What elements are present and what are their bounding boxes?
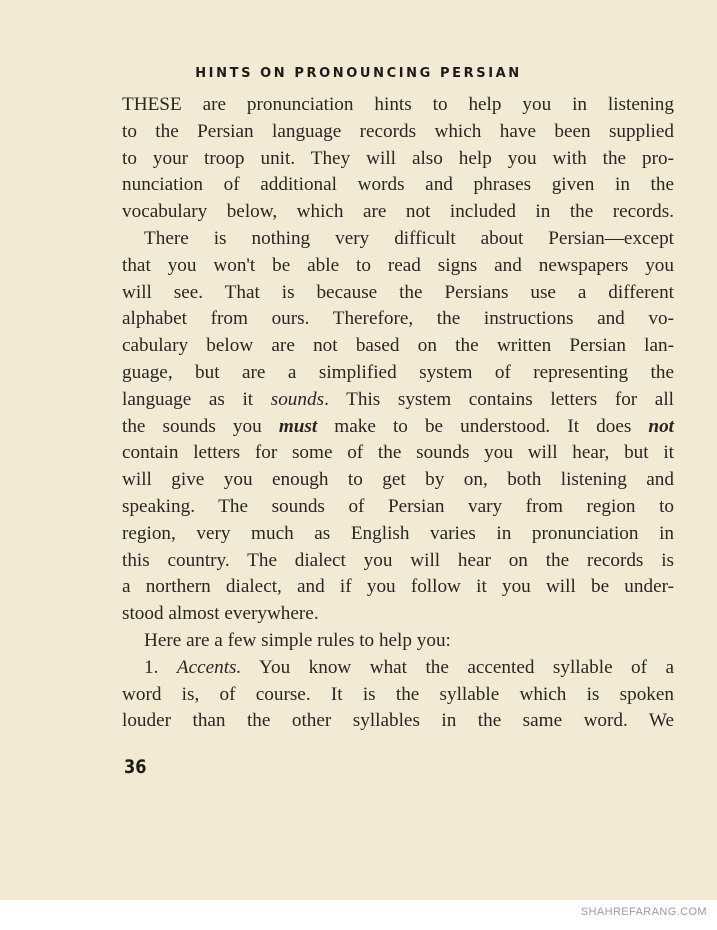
text-line: a northern dialect, and if you follow it you will be under-: [122, 576, 674, 598]
emphasis-text: sounds: [270, 388, 325, 410]
text-line: stood almost everywhere.: [122, 603, 319, 625]
section-heading: HINTS ON PRONOUNCING PERSIAN: [195, 66, 522, 81]
text-segment: language as it: [122, 388, 271, 410]
text-line: [122, 655, 674, 682]
text-line: There is nothing very difficult about Persian—except: [144, 227, 674, 249]
text-line: will see. That is because the Persians use a different: [122, 281, 674, 303]
text-line: region, very much as English varies in pronunciation in: [122, 522, 674, 544]
text-line: louder than the other syllables in the same word. We: [122, 710, 674, 732]
text-line: Here are a few simple rules to help you:: [144, 629, 451, 651]
text-line: [122, 387, 674, 414]
text-line: word is, of course. It is the syllable which is spoken: [122, 683, 674, 705]
watermark-text: SHAHREFARANG.COM: [580, 906, 707, 918]
text-segment: You know what the accented syllable of a: [241, 656, 674, 678]
text-line: nunciation of additional words and phrases given in the: [122, 174, 674, 196]
text-line: [122, 414, 674, 441]
text-line: contain letters for some of the sounds you will hear, but it: [122, 442, 674, 464]
body-text: [122, 92, 674, 735]
text-line: speaking. The sounds of Persian vary from region to: [122, 495, 674, 517]
text-line: THESE are pronunciation hints to help you in listening: [122, 94, 674, 115]
text-line: guage, but are a simplified system of representing the: [122, 361, 674, 383]
page-number: 36: [124, 756, 147, 778]
text-line: alphabet from ours. Therefore, the instructions and vo-: [122, 308, 674, 330]
emphasis-text: must: [278, 415, 318, 437]
text-line: cabulary below are not based on the written Persian lan-: [122, 335, 674, 357]
text-line: to your troop unit. They will also help you with the pro-: [122, 147, 674, 169]
text-line: this country. The dialect you will hear on the records is: [122, 549, 674, 571]
text-line: vocabulary below, which are not included in the records.: [122, 201, 674, 223]
text-line: to the Persian language records which have been supplied: [122, 120, 674, 142]
text-segment: make to be understood. It does: [317, 415, 649, 437]
text-line: that you won't be able to read signs and newspapers you: [122, 254, 674, 276]
text-segment: 1.: [144, 656, 177, 678]
emphasis-text: Accents.: [176, 656, 242, 678]
text-segment: the sounds you: [122, 415, 279, 437]
text-segment: . This system contains letters for all: [324, 388, 674, 410]
text-line: will give you enough to get by on, both listening and: [122, 469, 674, 491]
emphasis-text: not: [648, 415, 675, 437]
